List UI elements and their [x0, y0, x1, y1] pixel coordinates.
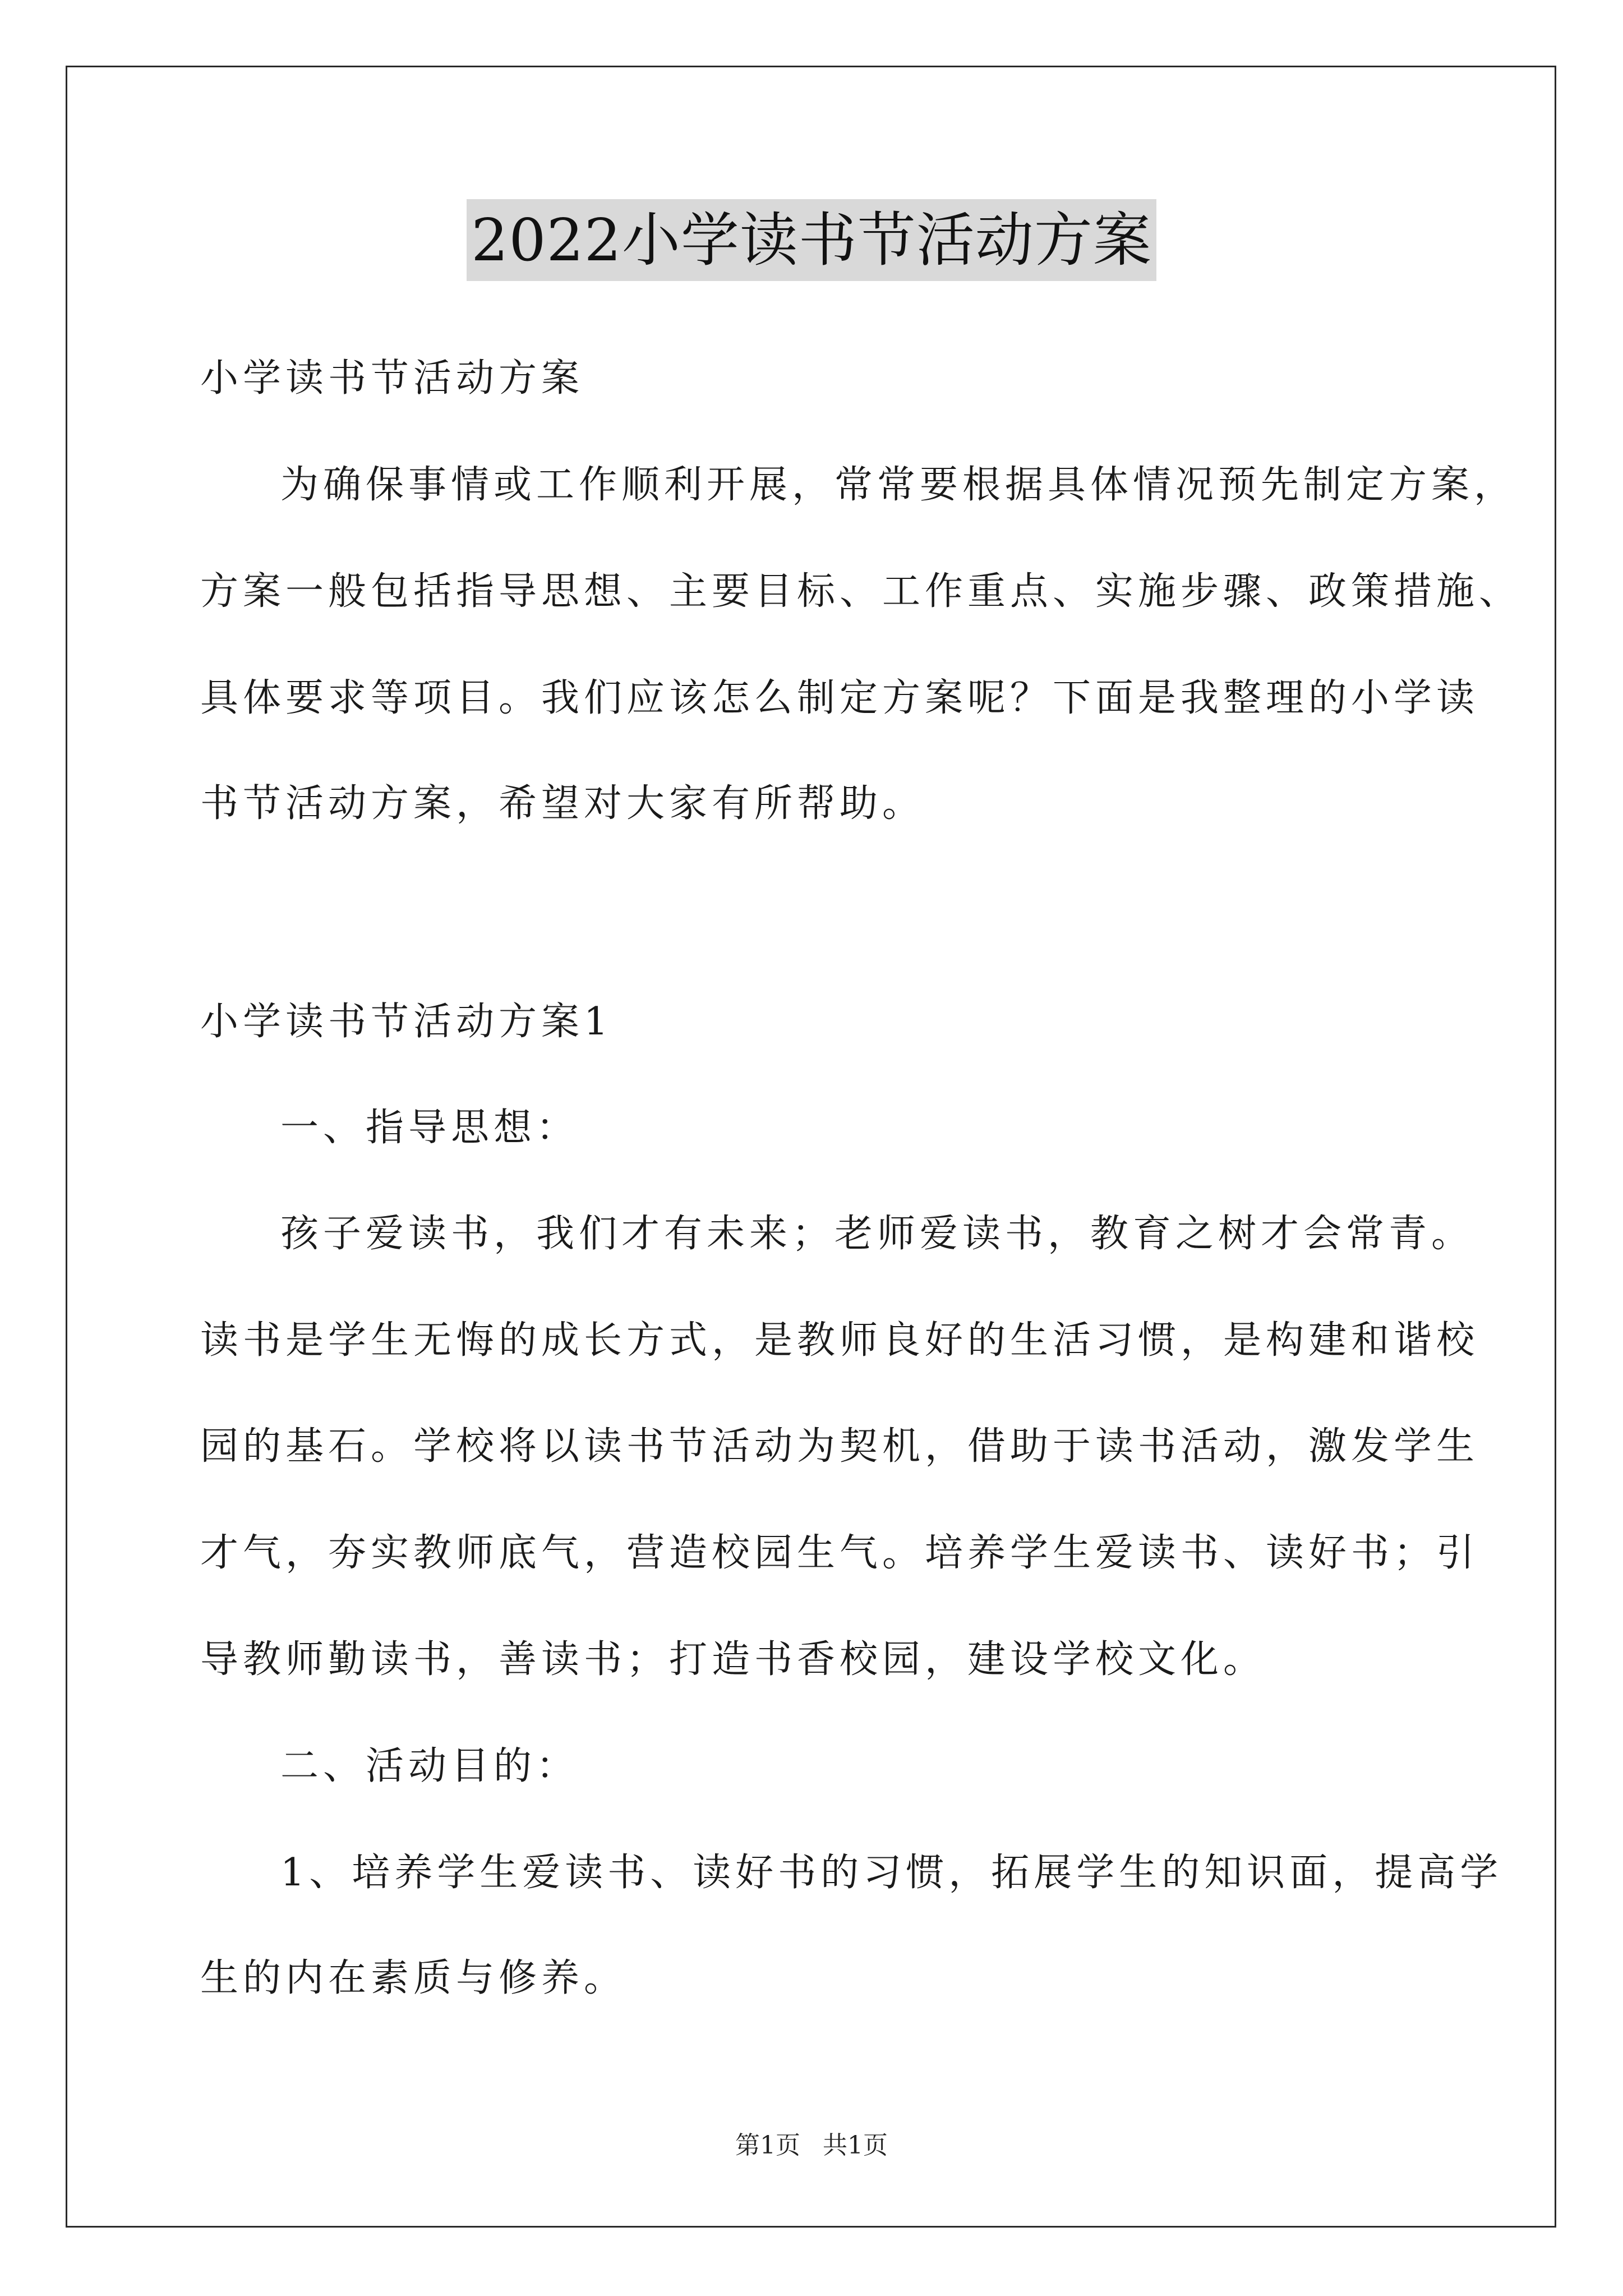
paragraph-line: 才气，夯实教师底气，营造校园生气。培养学生爱读书、读好书；引 [200, 1531, 1479, 1575]
page-number: 第1页 [735, 2131, 800, 2160]
paragraph-line: 孩子爱读书，我们才有未来；老师爱读书，教育之树才会常青。 [280, 1212, 1474, 1256]
page-total: 共1页 [823, 2131, 888, 2160]
page-footer [0, 2129, 1623, 2162]
document-title: 2022小学读书节活动方案 [467, 199, 1156, 281]
paragraph-line: 读书是学生无悔的成长方式，是教师良好的生活习惯，是构建和谐校 [200, 1318, 1479, 1363]
title-container [0, 199, 1623, 281]
section-heading: 小学读书节活动方案1 [200, 1000, 613, 1044]
paragraph-line: 具体要求等项目。我们应该怎么制定方案呢？下面是我整理的小学读 [200, 676, 1479, 720]
paragraph-line: 书节活动方案，希望对大家有所帮助。 [200, 781, 925, 826]
paragraph-line: 为确保事情或工作顺利开展，常常要根据具体情况预先制定方案， [280, 463, 1517, 507]
paragraph-line: 导教师勤读书，善读书；打造书香校园，建设学校文化。 [200, 1637, 1266, 1682]
paragraph-line: 方案一般包括指导思想、主要目标、工作重点、实施步骤、政策措施、 [200, 569, 1522, 614]
paragraph-line: 园的基石。学校将以读书节活动为契机，借助于读书活动，激发学生 [200, 1424, 1479, 1469]
paragraph-line: 1、培养学生爱读书、读好书的习惯，拓展学生的知识面，提高学 [280, 1851, 1503, 1895]
section-heading: 小学读书节活动方案 [200, 356, 584, 401]
subsection-heading: 一、指导思想： [280, 1106, 579, 1150]
paragraph-line: 生的内在素质与修养。 [200, 1956, 627, 2000]
subsection-heading: 二、活动目的： [280, 1744, 579, 1788]
